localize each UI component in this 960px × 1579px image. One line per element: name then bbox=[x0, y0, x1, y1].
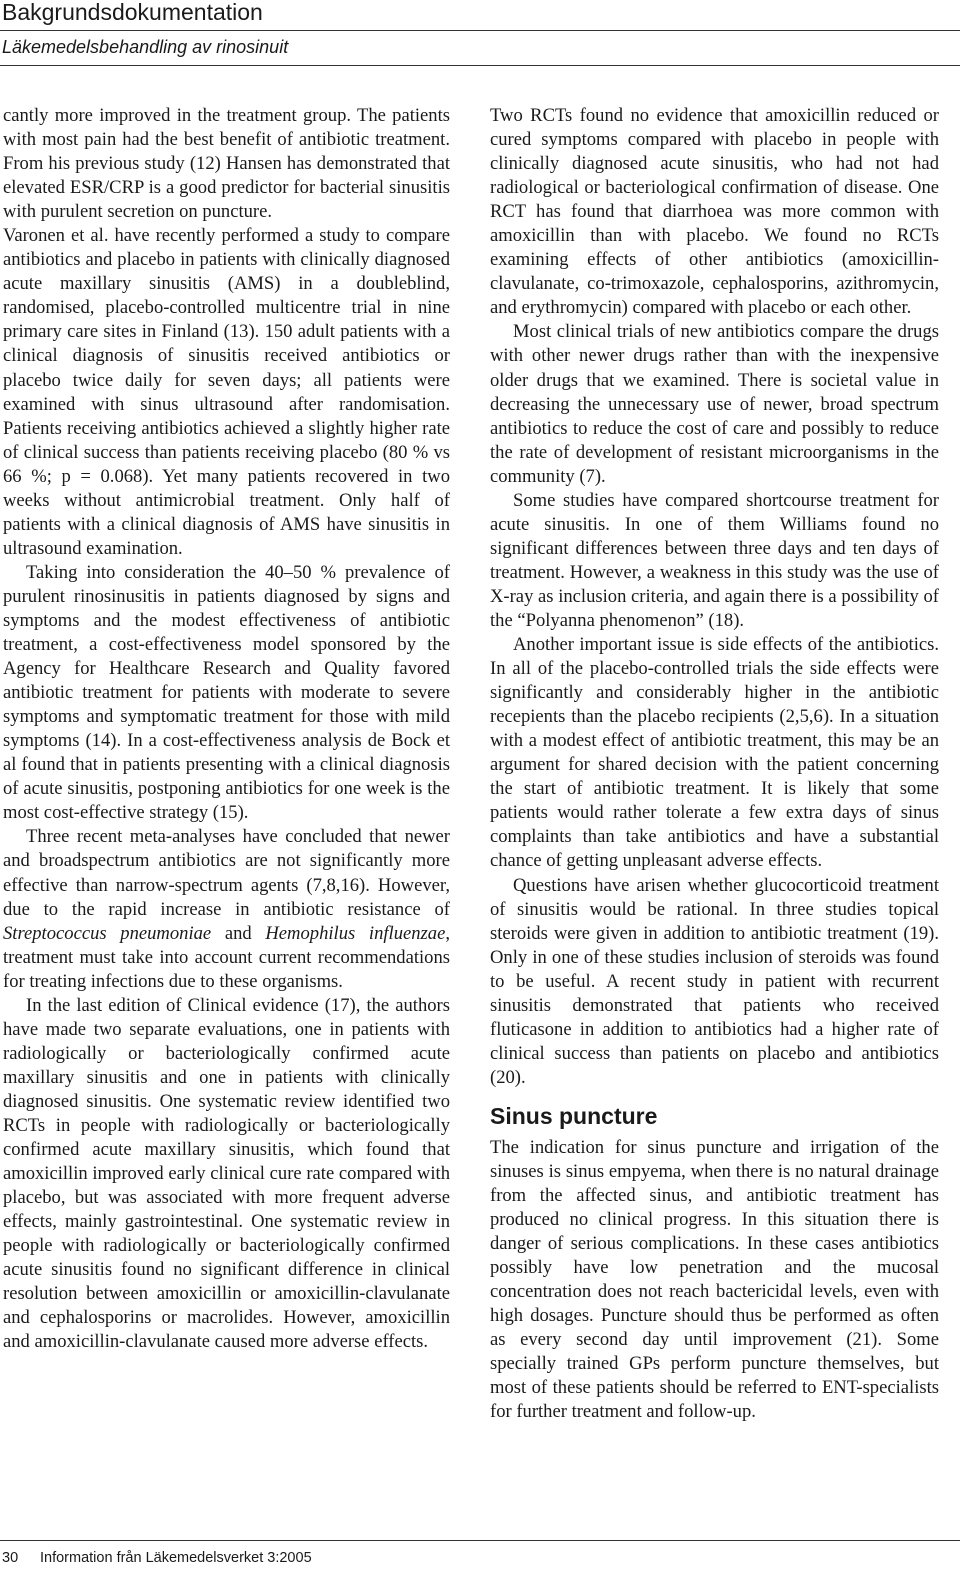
paragraph: Taking into consideration the 40–50 % prevalence of purulent rinosinusitis in patients diagnosed by signs and symptoms and the modest effectiveness of antibiotic treatment, a cost-effectiveness model sponsored by the Agency for Healthcare Research and Quality favored antibiotic treatment for patients with moderate to severe symptoms and symptomatic treatment for those with mild symptoms (14). In a cost-effectiveness analysis de Bock et al found that in patients presenting with a clinical diagnosis of acute sinusitis, postponing antibiotics for one week is the most cost-effective strategy (15). bbox=[3, 561, 450, 824]
paragraph: Varonen et al. have recently performed a study to compare antibiotics and placebo in patients with clinically diagnosed acute maxillary sinusitis (AMS) in a doubleblind, randomised, placebo-controlled multicentre trial in nine primary care sites in Finland (13). 150 adult patients with a clinical diagnosis of sinusitis received antibiotics or placebo twice daily for seven days; all patients were examined with sinus ultrasound after randomisation. Patients receiving antibiotics achieved a slightly higher rate of clinical success than patients receiving placebo (80 % vs 66 %; p = 0.068). Yet many patients recovered in two weeks without antimicrobial treatment. Only half of patients with a clinical diagnosis of AMS have sinusitis in ultrasound examination. bbox=[3, 225, 450, 559]
paragraph bbox=[3, 825, 450, 993]
publication-name: Information från Läkemedelsverket 3:2005 bbox=[40, 1550, 312, 1566]
page-number: 30 bbox=[2, 1550, 19, 1566]
paragraph-text: and bbox=[211, 922, 266, 944]
header-rule-bottom bbox=[0, 65, 960, 66]
paragraph: Some studies have compared shortcourse treatment for acute sinusitis. In one of them Williams found no significant differences between three days and ten days of treatment. However, a weakness in this study was the use of X-ray as inclusion criteria, and again there is a possibility of the “Polyanna phenomenon” (18). bbox=[490, 489, 939, 631]
paragraph: cantly more improved in the treatment group. The patients with most pain had the best benefit of antibiotic treatment. From his previous study (12) Hansen has demonstrated that elevated ESR/CRP is a good predictor for bacterial sinusitis with purulent secretion on puncture. bbox=[3, 105, 450, 223]
organism-name: Streptococcus pneumoniae bbox=[3, 922, 212, 944]
paragraph: In the last edition of Clinical evidence (17), the authors have made two separate evaluations, one in patients with radiologically or bacteriologically confirmed acute maxillary sinusitis and one in patients with clinically diagnosed sinusitis. One systematic review identified two RCTs in people with radiologically or bacteriologically confirmed acute maxillary sinusitis, which found that amoxicillin improved early clinical cure rate compared with placebo, but was associated with more frequent adverse effects, mainly gastrointestinal. One systematic review in people with radiologically or bacteriologically confirmed acute sinusitis found no significant difference in clinical resolution between amoxicillin or amoxicillin-clavulanate and cephalosporins or macrolides. However, amoxicillin and amoxicillin-clavulanate caused more adverse effects. bbox=[3, 994, 450, 1353]
document-category-title: Bakgrundsdokumentation bbox=[2, 0, 263, 25]
paragraph-text: Three recent meta-analyses have concluded that newer and broadspectrum antibiotics are not significantly more effective than narrow-spectrum agents (7,8,16). However, due to the rapid increase in antibiotic resistance of bbox=[3, 826, 450, 920]
right-column bbox=[490, 104, 939, 1424]
header-rule-top bbox=[0, 30, 960, 31]
footer-rule bbox=[0, 1540, 960, 1541]
page-footer bbox=[2, 1549, 312, 1567]
page-header bbox=[0, 0, 960, 78]
paragraph: Most clinical trials of new antibiotics compare the drugs with other newer drugs rather than with the inexpensive older drugs that we examined. There is societal value in decreasing the unnecessary use of newer, broad spectrum antibiotics to reduce the cost of care and possibly to reduce the rate of development of resistant microorganisms in the community (7). bbox=[490, 321, 939, 487]
paragraph: Questions have arisen whether glucocorticoid treatment of sinusitis would be rational. In three studies topical steroids were given in addition to antibiotic treatment (19). Only in one of these studies inclusion of steroids was found to be useful. A recent study in patient with recurrent sinusitis demonstrated that patients who received fluticasone in addition to antibiotics had a higher rate of clinical success than patients on placebo and antibiotics (20). bbox=[490, 874, 939, 1088]
organism-name: Hemophilus influenzae bbox=[265, 922, 446, 944]
document-subtitle: Läkemedelsbehandling av rinosinuit bbox=[2, 37, 289, 57]
paragraph: The indication for sinus puncture and irrigation of the sinuses is sinus empyema, when there is no natural drainage from the affected sinus, and antibiotic treatment has produced no clinical progress. In this situation there is danger of serious complications. In these cases antibiotics possibly have low penetration and the mucosal concentration does not reach bactericidal levels, even with high dosages. Puncture should thus be performed as often as every second day until improvement (21). Some specially trained GPs perform puncture themselves, but most of these patients should be referred to ENT-specialists for further treatment and follow-up. bbox=[490, 1136, 939, 1423]
paragraph: Another important issue is side effects of the antibiotics. In all of the placebo-controlled trials the side effects were significantly and considerably higher in the antibiotic recepients than the placebo recipients (2,5,6). In a situation with a modest effect of antibiotic treatment, this may be an argument for shared decision with the patient concerning the start of antibiotic treatment. It is likely that some patients would rather tolerate a few extra days of sinus complaints than take antibiotics and have a substantial chance of getting unpleasant adverse effects. bbox=[490, 634, 939, 872]
left-column bbox=[3, 104, 450, 1354]
section-heading: Sinus puncture bbox=[490, 1102, 658, 1129]
paragraph: Two RCTs found no evidence that amoxicillin reduced or cured symptoms compared with placebo in people with clinically diagnosed acute sinusitis, who had not had radiological or bacteriological confirmation of disease. One RCT has found that diarrhoea was more common with amoxicillin than with placebo. We found no RCTs examining effects of other antibiotics (amoxicillin-clavulanate, co-trimoxazole, cephalosporins, azithromycin, and erythromycin) compared with placebo or each other. bbox=[490, 105, 939, 319]
paragraph-text: , treatment must take into account current recommendations for treating infections due to these organisms. bbox=[3, 922, 450, 992]
